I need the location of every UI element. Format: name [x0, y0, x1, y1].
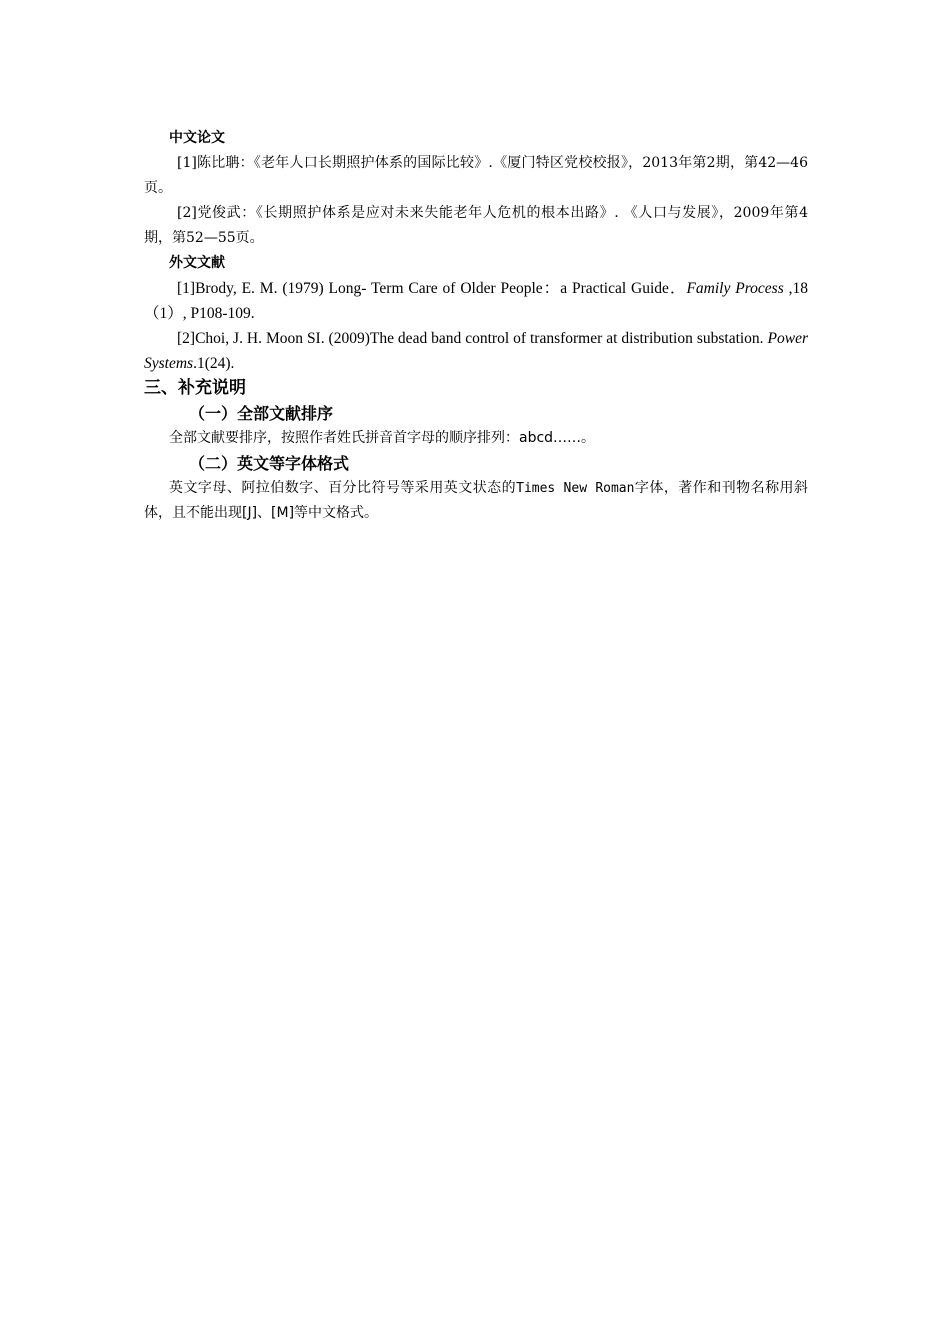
en-reference-1-main: [1]Brody, E. M. (1979) Long- Term Care of Older People：a Practical Guide． — [177, 280, 687, 297]
references-content — [144, 126, 808, 526]
en-reference-1-tail: ,18（1）, P108-109. — [144, 280, 809, 322]
sorting-text: 全部文献要排序，按照作者姓氏拼音首字母的顺序排列：abcd……。 — [169, 430, 596, 446]
sorting-heading: （一）全部文献排序 — [189, 404, 334, 423]
en-reference-2 — [144, 326, 808, 376]
font-format-text-b: 字体，著作和刊物名称用斜体，且不能出现[J]、[M]等中文格式。 — [144, 480, 809, 521]
en-reference-2-main: [2]Choi, J. H. Moon SI. (2009)The dead band control of transformer at distribution substation. — [177, 330, 768, 347]
cn-reference-2: [2]党俊武：《长期照护体系是应对未来失能老年人危机的根本出路》. 《人口与发展》，2009年第4期，第52—55页。 — [144, 205, 808, 246]
font-format-text — [144, 476, 808, 526]
supplement-heading: 三、补充说明 — [144, 378, 246, 398]
en-reference-2-journal: Power Systems — [144, 330, 808, 372]
cn-papers-heading: 中文论文 — [169, 130, 225, 146]
font-format-fontname: Times New Roman — [516, 481, 635, 496]
cn-reference-1: [1]陈比聃：《老年人口长期照护体系的国际比较》.《厦门特区党校校报》，2013年第2期，第42—46页。 — [144, 155, 808, 196]
en-reference-1-journal: Family Process — [686, 280, 784, 297]
en-reference-1 — [144, 276, 808, 326]
foreign-references-heading: 外文文献 — [169, 255, 225, 271]
font-format-text-a: 英文字母、阿拉伯数字、百分比符号等采用英文状态的 — [169, 480, 517, 496]
en-reference-2-tail: .1(24). — [193, 355, 235, 372]
font-format-heading: （二）英文等字体格式 — [189, 454, 350, 473]
